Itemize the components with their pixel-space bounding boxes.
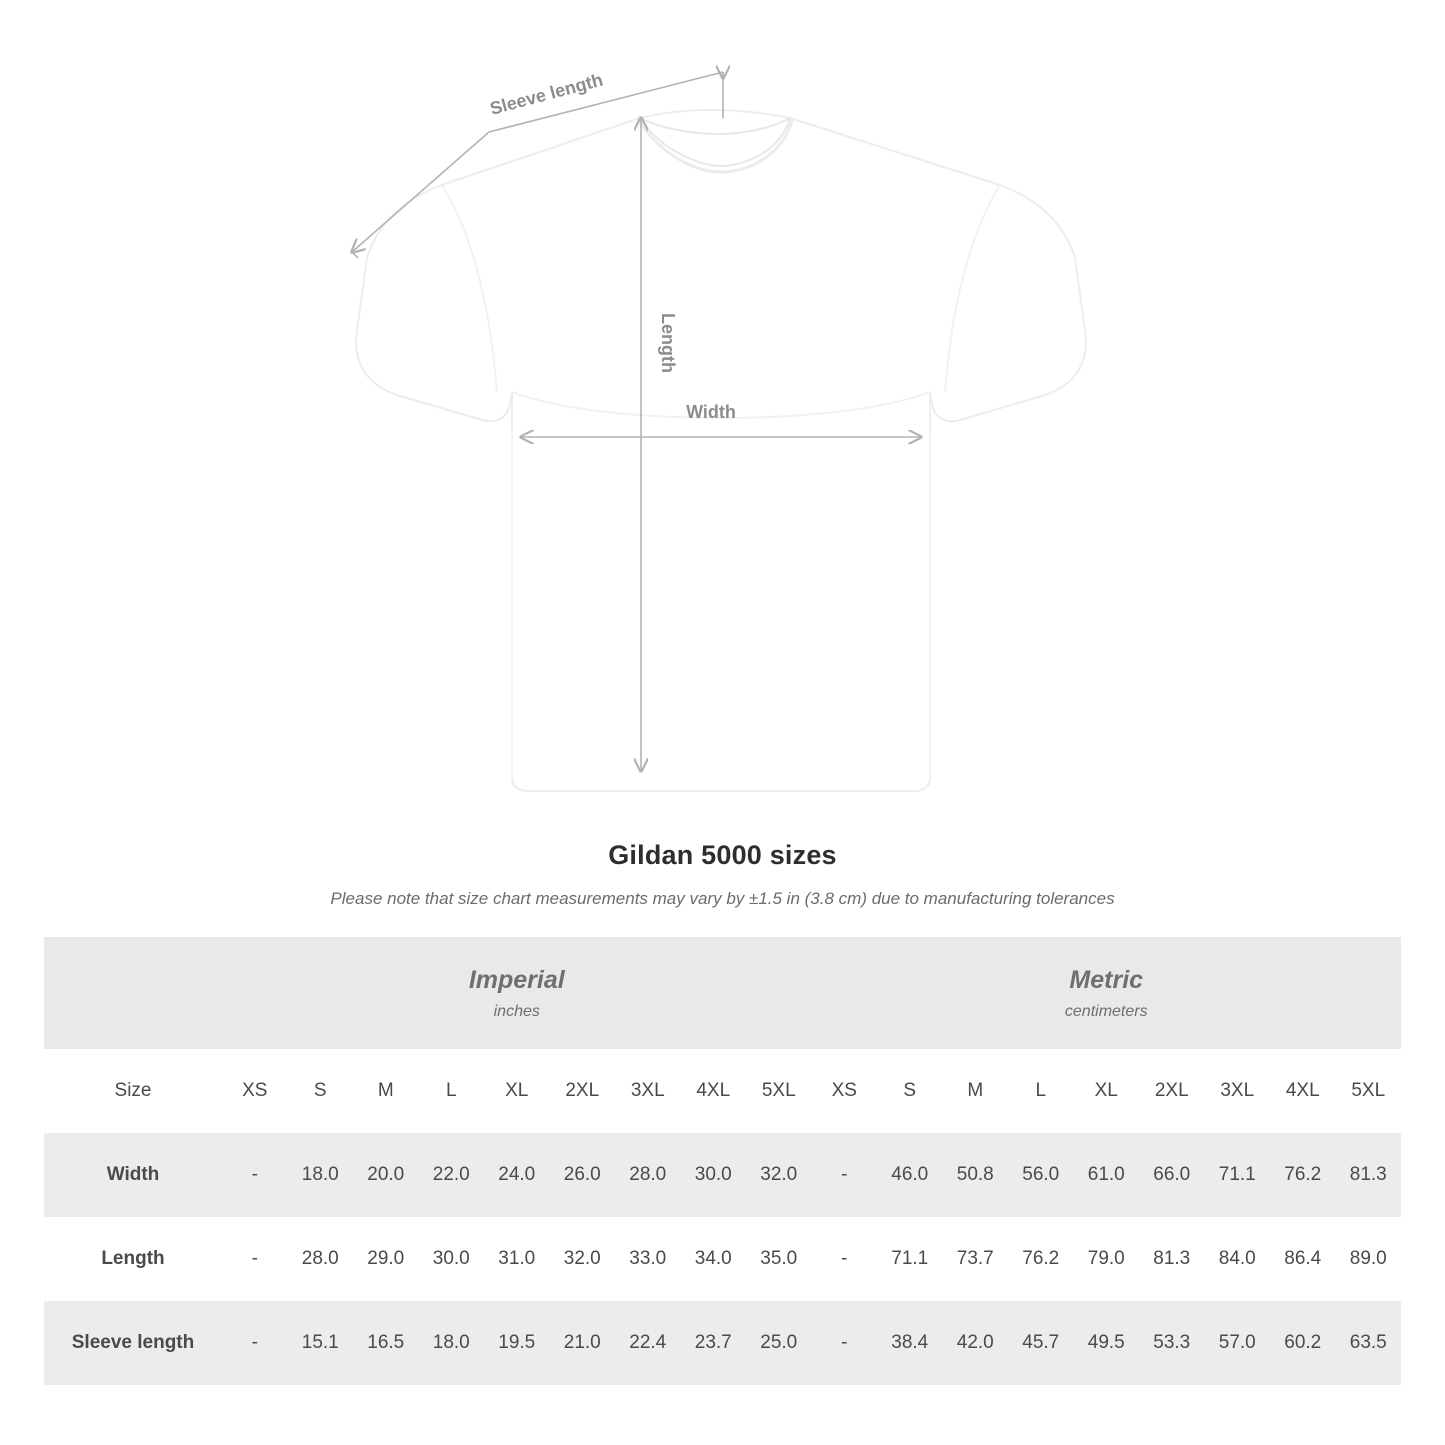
unit-header-row bbox=[44, 937, 1401, 1049]
length-metric-xs: - bbox=[812, 1217, 878, 1301]
sleeve-imperial-4xl: 23.7 bbox=[681, 1301, 747, 1385]
length-metric-4xl: 86.4 bbox=[1270, 1217, 1336, 1301]
width-imperial-3xl: 28.0 bbox=[615, 1133, 681, 1217]
size-header-imperial-l: L bbox=[419, 1049, 485, 1133]
size-header-imperial-5xl: 5XL bbox=[746, 1049, 812, 1133]
size-table bbox=[44, 937, 1401, 1385]
width-metric-3xl: 71.1 bbox=[1205, 1133, 1271, 1217]
size-header-imperial-3xl: 3XL bbox=[615, 1049, 681, 1133]
width-metric-5xl: 81.3 bbox=[1336, 1133, 1402, 1217]
sleeve-imperial-m: 16.5 bbox=[353, 1301, 419, 1385]
length-label: Length bbox=[658, 313, 678, 373]
length-imperial-l: 30.0 bbox=[419, 1217, 485, 1301]
sleeve-imperial-5xl: 25.0 bbox=[746, 1301, 812, 1385]
width-imperial-4xl: 30.0 bbox=[681, 1133, 747, 1217]
width-imperial-2xl: 26.0 bbox=[550, 1133, 616, 1217]
sleeve-metric-xl: 49.5 bbox=[1074, 1301, 1140, 1385]
width-metric-xs: - bbox=[812, 1133, 878, 1217]
size-header-metric-xs: XS bbox=[812, 1049, 878, 1133]
sleeve-imperial-3xl: 22.4 bbox=[615, 1301, 681, 1385]
size-header-row bbox=[44, 1049, 1401, 1133]
length-imperial-2xl: 32.0 bbox=[550, 1217, 616, 1301]
size-header-metric-2xl: 2XL bbox=[1139, 1049, 1205, 1133]
unit-row-spacer bbox=[44, 937, 222, 1049]
row-label-width: Width bbox=[44, 1133, 222, 1217]
size-header-imperial-s: S bbox=[288, 1049, 354, 1133]
length-metric-s: 71.1 bbox=[877, 1217, 943, 1301]
metric-label: Metric bbox=[1069, 966, 1144, 995]
sleeve-length-label: Sleeve length bbox=[487, 69, 606, 119]
metric-unit-cell bbox=[812, 937, 1402, 1049]
length-metric-l: 76.2 bbox=[1008, 1217, 1074, 1301]
page-title: Gildan 5000 sizes bbox=[608, 840, 837, 870]
sleeve-metric-3xl: 57.0 bbox=[1205, 1301, 1271, 1385]
size-header-metric-m: M bbox=[943, 1049, 1009, 1133]
length-metric-xl: 79.0 bbox=[1074, 1217, 1140, 1301]
width-metric-4xl: 76.2 bbox=[1270, 1133, 1336, 1217]
imperial-sublabel: inches bbox=[493, 1002, 540, 1020]
row-label-sleeve-length: Sleeve length bbox=[44, 1301, 222, 1385]
length-imperial-3xl: 33.0 bbox=[615, 1217, 681, 1301]
size-header-imperial-2xl: 2XL bbox=[550, 1049, 616, 1133]
size-header-metric-3xl: 3XL bbox=[1205, 1049, 1271, 1133]
sleeve-metric-xs: - bbox=[812, 1301, 878, 1385]
length-metric-2xl: 81.3 bbox=[1139, 1217, 1205, 1301]
width-metric-s: 46.0 bbox=[877, 1133, 943, 1217]
size-header-label: Size bbox=[44, 1049, 222, 1133]
sleeve-metric-4xl: 60.2 bbox=[1270, 1301, 1336, 1385]
length-metric-m: 73.7 bbox=[943, 1217, 1009, 1301]
width-imperial-xs: - bbox=[222, 1133, 288, 1217]
width-metric-2xl: 66.0 bbox=[1139, 1133, 1205, 1217]
sleeve-imperial-s: 15.1 bbox=[288, 1301, 354, 1385]
sleeve-imperial-2xl: 21.0 bbox=[550, 1301, 616, 1385]
length-imperial-s: 28.0 bbox=[288, 1217, 354, 1301]
measurement-note: Please note that size chart measurements may vary by ±1.5 in (3.8 cm) due to manufacturing tolerances bbox=[330, 889, 1115, 908]
sleeve-imperial-xs: - bbox=[222, 1301, 288, 1385]
sleeve-imperial-xl: 19.5 bbox=[484, 1301, 550, 1385]
size-header-imperial-xs: XS bbox=[222, 1049, 288, 1133]
width-label: Width bbox=[686, 402, 736, 422]
length-imperial-xl: 31.0 bbox=[484, 1217, 550, 1301]
length-imperial-m: 29.0 bbox=[353, 1217, 419, 1301]
tshirt-shape bbox=[356, 110, 1086, 791]
width-metric-xl: 61.0 bbox=[1074, 1133, 1140, 1217]
imperial-label: Imperial bbox=[468, 966, 565, 995]
table-row bbox=[44, 1301, 1401, 1385]
width-imperial-5xl: 32.0 bbox=[746, 1133, 812, 1217]
sleeve-metric-2xl: 53.3 bbox=[1139, 1301, 1205, 1385]
size-header-imperial-4xl: 4XL bbox=[681, 1049, 747, 1133]
sleeve-metric-m: 42.0 bbox=[943, 1301, 1009, 1385]
size-header-metric-xl: XL bbox=[1074, 1049, 1140, 1133]
title-block bbox=[0, 840, 1445, 909]
sleeve-imperial-l: 18.0 bbox=[419, 1301, 485, 1385]
table-row bbox=[44, 1217, 1401, 1301]
size-header-metric-5xl: 5XL bbox=[1336, 1049, 1402, 1133]
table-row bbox=[44, 1133, 1401, 1217]
size-header-metric-4xl: 4XL bbox=[1270, 1049, 1336, 1133]
size-table-wrapper bbox=[44, 937, 1401, 1385]
length-imperial-4xl: 34.0 bbox=[681, 1217, 747, 1301]
size-header-imperial-xl: XL bbox=[484, 1049, 550, 1133]
size-header-metric-l: L bbox=[1008, 1049, 1074, 1133]
length-imperial-xs: - bbox=[222, 1217, 288, 1301]
size-header-imperial-m: M bbox=[353, 1049, 419, 1133]
imperial-unit-cell bbox=[222, 937, 812, 1049]
width-imperial-xl: 24.0 bbox=[484, 1133, 550, 1217]
metric-sublabel: centimeters bbox=[1064, 1002, 1148, 1020]
width-imperial-m: 20.0 bbox=[353, 1133, 419, 1217]
width-metric-l: 56.0 bbox=[1008, 1133, 1074, 1217]
size-header-metric-s: S bbox=[877, 1049, 943, 1133]
sleeve-metric-l: 45.7 bbox=[1008, 1301, 1074, 1385]
sleeve-metric-5xl: 63.5 bbox=[1336, 1301, 1402, 1385]
length-metric-3xl: 84.0 bbox=[1205, 1217, 1271, 1301]
length-metric-5xl: 89.0 bbox=[1336, 1217, 1402, 1301]
row-label-length: Length bbox=[44, 1217, 222, 1301]
width-metric-m: 50.8 bbox=[943, 1133, 1009, 1217]
width-imperial-s: 18.0 bbox=[288, 1133, 354, 1217]
length-imperial-5xl: 35.0 bbox=[746, 1217, 812, 1301]
sleeve-metric-s: 38.4 bbox=[877, 1301, 943, 1385]
width-imperial-l: 22.0 bbox=[419, 1133, 485, 1217]
